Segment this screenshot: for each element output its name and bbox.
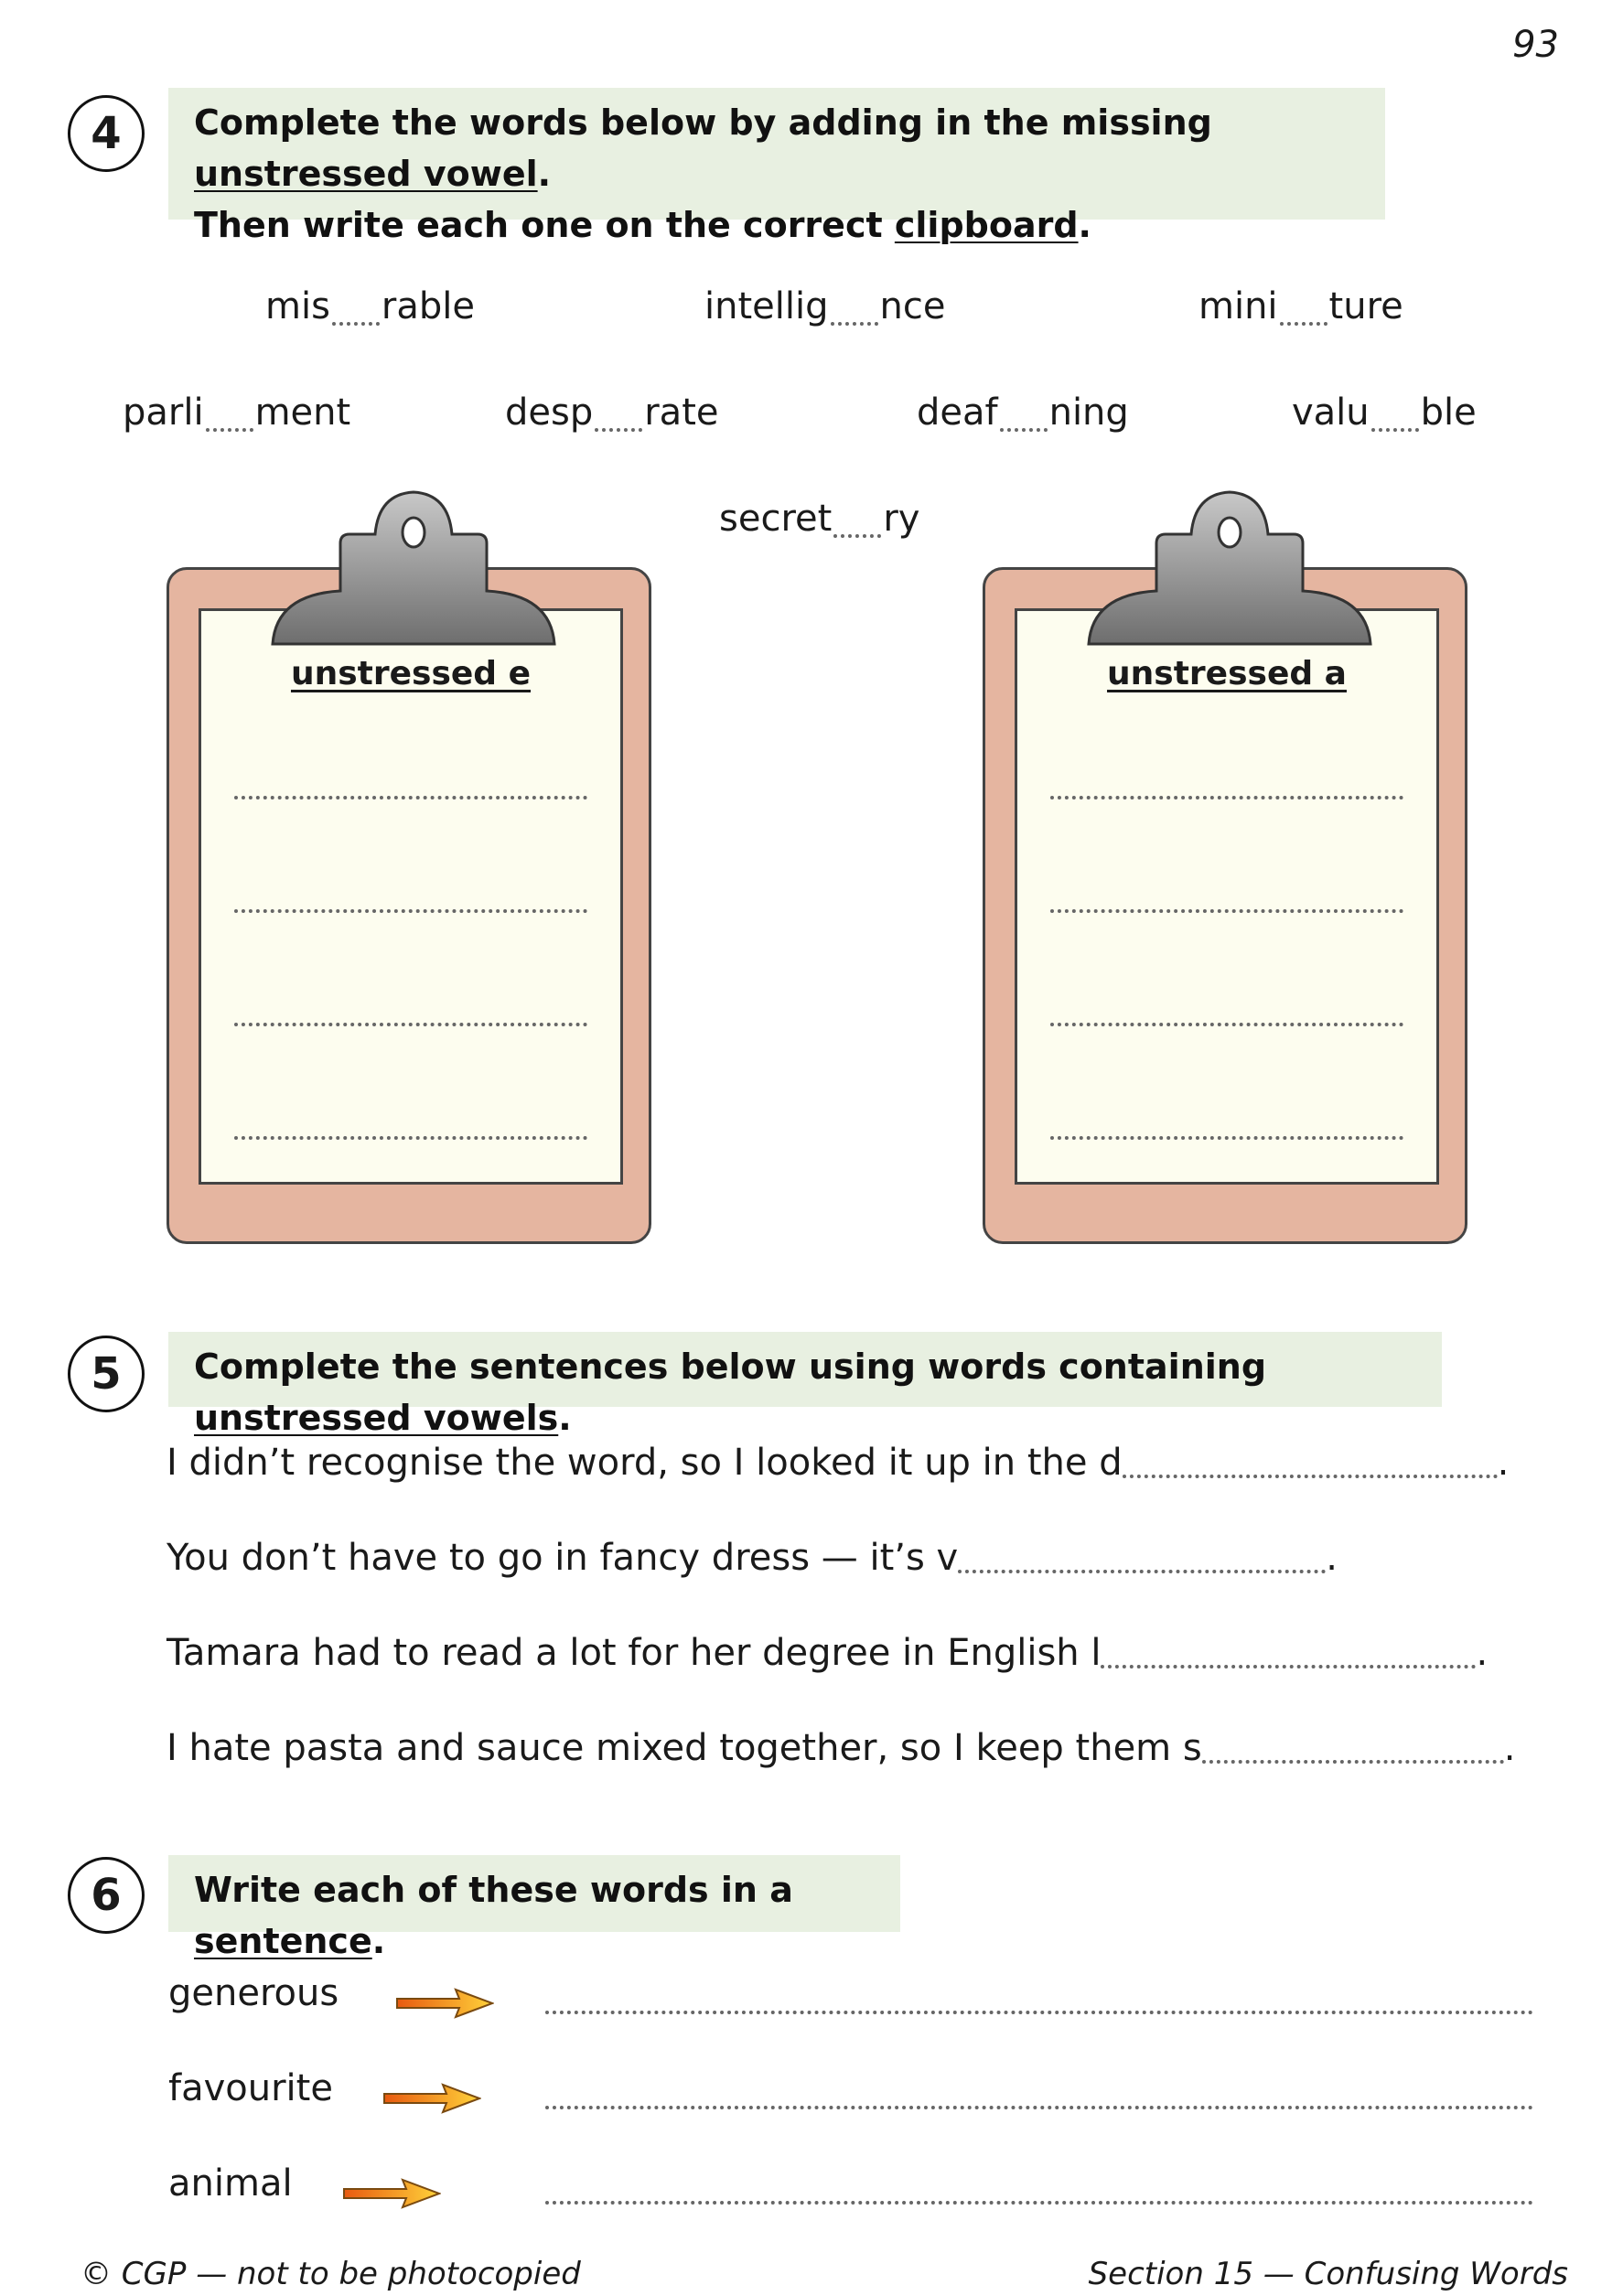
question-4-instruction	[168, 88, 1385, 245]
page-number: 93	[1512, 24, 1559, 66]
vowel-gap	[831, 322, 878, 326]
answer-line[interactable]	[1050, 909, 1403, 913]
sentence-answer-line[interactable]	[545, 2106, 1533, 2109]
answer-blank[interactable]	[1202, 1760, 1504, 1764]
instruction-line-2: Then write each one on the correct clipboard.	[194, 205, 1091, 245]
question-6-number: 6	[68, 1857, 145, 1934]
word-favourite: favourite	[168, 2067, 333, 2109]
vowel-gap	[1280, 322, 1327, 326]
word-intelligence[interactable]: intellig nce	[704, 285, 946, 327]
answer-line[interactable]	[234, 796, 587, 799]
answer-blank[interactable]	[1101, 1665, 1476, 1668]
answer-line[interactable]	[234, 1136, 587, 1140]
word-parliament[interactable]: parli ment	[123, 392, 351, 434]
answer-line[interactable]	[1050, 1023, 1403, 1026]
vowel-gap	[332, 322, 380, 326]
question-5-number: 5	[68, 1336, 145, 1412]
clipboard-title: unstressed a	[1107, 655, 1347, 692]
vowel-gap	[206, 428, 253, 432]
vowel-gap	[833, 534, 881, 538]
clipboard-paper	[1015, 608, 1439, 1185]
sentence-3: Tamara had to read a lot for her degree in English l .	[167, 1632, 1489, 1674]
vowel-gap	[1371, 428, 1419, 432]
answer-line[interactable]	[234, 909, 587, 913]
answer-blank[interactable]	[1123, 1475, 1498, 1478]
clipboard-unstressed-e	[167, 567, 651, 1244]
answer-line[interactable]	[1050, 1136, 1403, 1140]
vowel-gap	[595, 428, 642, 432]
clipboard-title: unstressed e	[290, 655, 532, 692]
question-5-instruction: Complete the sentences below using words containing unstressed vowels.	[168, 1332, 1442, 1407]
clipboard-clip-icon	[258, 490, 569, 648]
answer-line[interactable]	[234, 1023, 587, 1026]
clipboard-paper	[199, 608, 623, 1185]
word-generous: generous	[168, 1972, 339, 2014]
arrow-right-icon	[382, 2082, 481, 2115]
sentence-4: I hate pasta and sauce mixed together, so I keep them s .	[167, 1727, 1516, 1769]
clipboard-unstressed-a	[983, 567, 1467, 1244]
sentence-2: You don’t have to go in fancy dress — it’s v .	[167, 1537, 1338, 1579]
sentence-answer-line[interactable]	[545, 2201, 1533, 2205]
answer-blank[interactable]	[958, 1570, 1326, 1573]
sentence-1: I didn’t recognise the word, so I looked it up in the d .	[167, 1442, 1510, 1484]
word-secretary[interactable]: secret ry	[719, 498, 920, 540]
arrow-right-icon	[342, 2177, 441, 2210]
footer-copyright: © CGP — not to be photocopied	[81, 2256, 581, 2292]
word-desperate[interactable]: desp rate	[505, 392, 719, 434]
clipboard-clip-icon	[1074, 490, 1385, 648]
answer-line[interactable]	[1050, 796, 1403, 799]
question-6-instruction: Write each of these words in a sentence.	[168, 1855, 900, 1932]
instruction-line-1: Complete the words below by adding in the missing unstressed vowel.	[194, 102, 1212, 194]
word-miniature[interactable]: mini ture	[1198, 285, 1403, 327]
word-valuable[interactable]: valu ble	[1292, 392, 1477, 434]
vowel-gap	[1000, 428, 1048, 432]
word-animal: animal	[168, 2162, 293, 2205]
arrow-right-icon	[395, 1987, 494, 2020]
word-miserable[interactable]: mis rable	[265, 285, 475, 327]
word-deafening[interactable]: deaf ning	[917, 392, 1129, 434]
footer-section: Section 15 — Confusing Words	[1088, 2256, 1568, 2292]
question-4-number: 4	[68, 95, 145, 172]
sentence-answer-line[interactable]	[545, 2011, 1533, 2014]
